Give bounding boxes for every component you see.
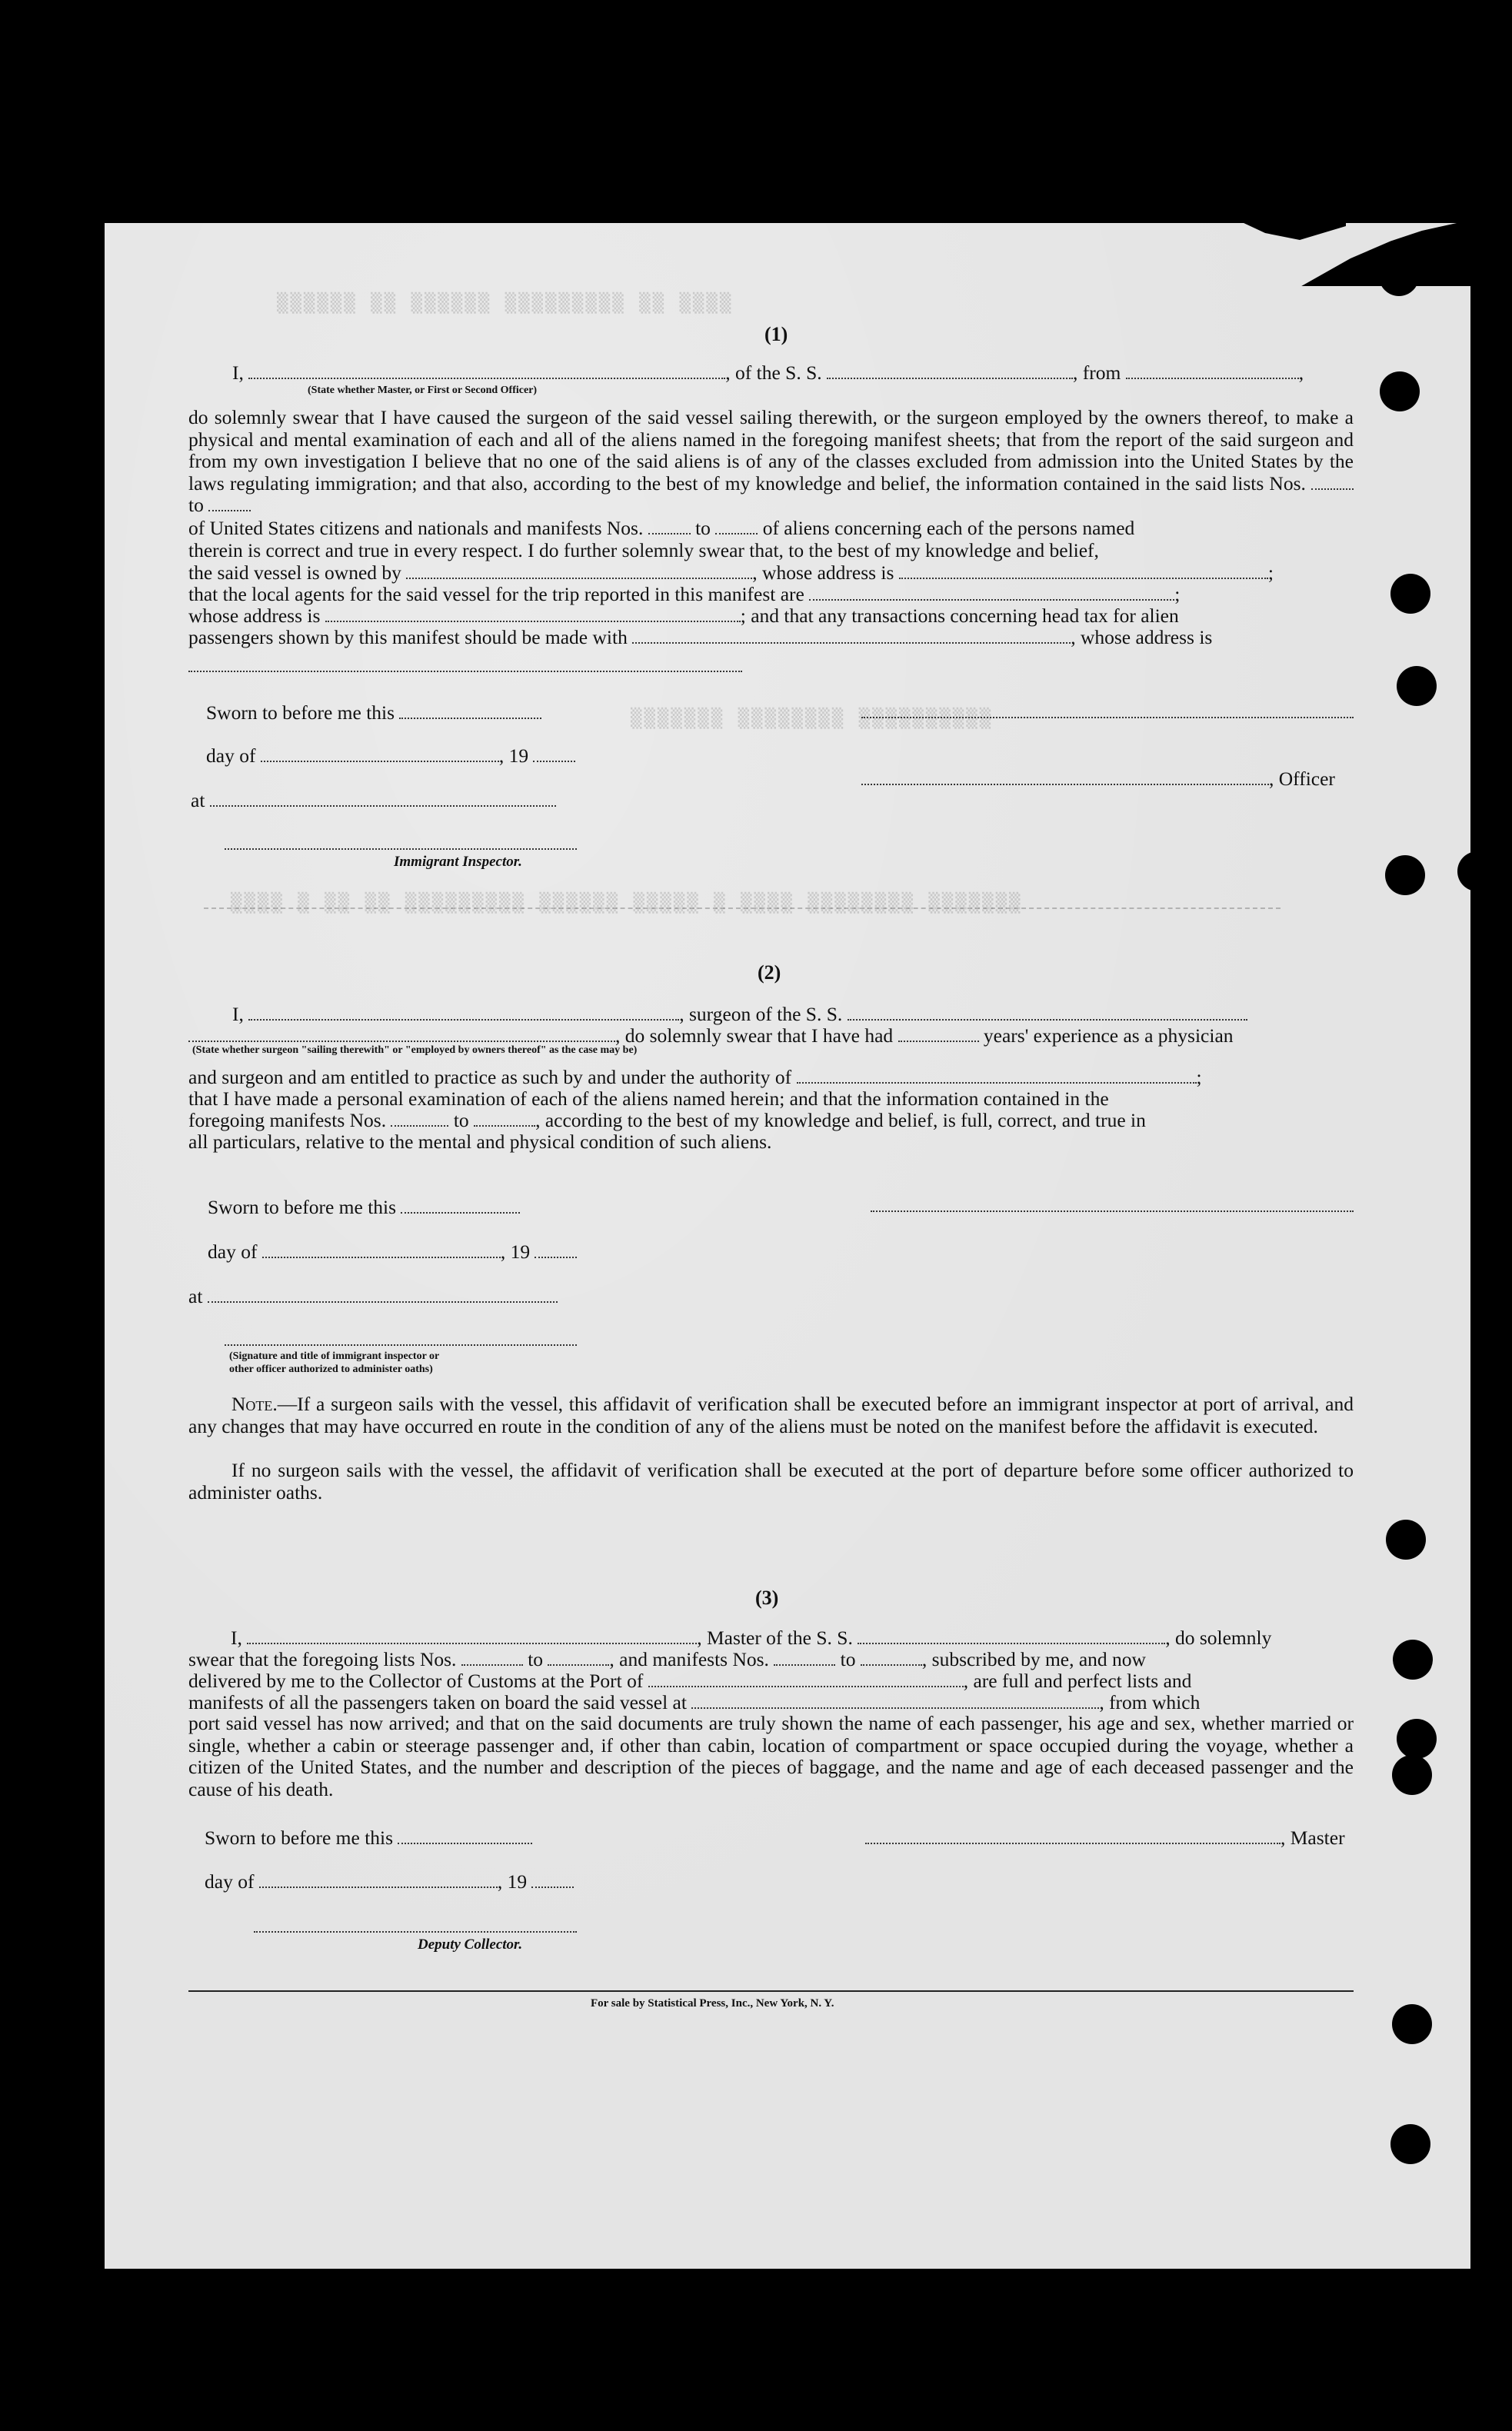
s3-master-line: , Master <box>865 1827 1345 1850</box>
s2-ship-field[interactable] <box>848 1005 1247 1021</box>
punch-hole <box>1390 574 1430 614</box>
punch-hole <box>1393 1640 1433 1680</box>
s3-line-swear: swear that the foregoing lists Nos. to , and manifests Nos. to , subscribed by me, and now <box>188 1648 1146 1670</box>
s2-year-field[interactable] <box>535 1243 577 1258</box>
punch-hole <box>1386 1520 1426 1560</box>
punch-hole <box>1397 1719 1437 1759</box>
years-experience-field[interactable] <box>898 1027 979 1042</box>
footer-rule <box>188 1990 1354 1992</box>
s2-manifests-from-field[interactable] <box>391 1111 448 1127</box>
agents-address-field[interactable] <box>325 607 741 622</box>
s2-note: Note.—If a surgeon sails with the vessel, this affidavit of verification shall be executed before an immigrant inspector at port of arrival, and any changes that may have occurred en route in the condition of any of the aliens must be noted on the manifest before the affidavit is executed. <box>188 1393 1354 1437</box>
s1-line-agents: that the local agents for the said vessel for the trip reported in this manifest are ; <box>188 583 1181 605</box>
punch-hole <box>1392 2004 1432 2044</box>
signature-note-2: other officer authorized to administer oaths) <box>229 1364 433 1375</box>
s2-line-solemnly: , do solemnly swear that I have had years' experience as a physician <box>188 1024 1234 1047</box>
punch-hole <box>1390 2124 1430 2164</box>
s2-at-field[interactable] <box>208 1287 558 1303</box>
s2-line-foregoing: foregoing manifests Nos. to , according to the best of my knowledge and belief, is full, correct, and true in <box>188 1109 1146 1131</box>
s1-at-field[interactable] <box>210 791 556 807</box>
s1-sworn: Sworn to before me this <box>206 701 541 724</box>
s2-at: at <box>188 1285 558 1308</box>
s3-line-i: I, , Master of the S. S. , do solemnly <box>231 1627 1272 1649</box>
boarding-port-field[interactable] <box>691 1693 1099 1709</box>
s3-line-delivered: delivered by me to the Collector of Customs at the Port of , are full and perfect lists and <box>188 1670 1192 1692</box>
s2-sworn-day-field[interactable] <box>401 1198 520 1214</box>
s2-month-field[interactable] <box>262 1243 501 1258</box>
s3-year-field[interactable] <box>531 1873 574 1888</box>
s1-sworn-day-field[interactable] <box>399 704 541 719</box>
s1-officer-name-field[interactable] <box>861 770 1269 785</box>
s2-manifests-to-field[interactable] <box>474 1111 535 1127</box>
section-1-number: (1) <box>764 323 788 345</box>
lists-from-field[interactable] <box>1311 475 1354 490</box>
surgeon-status-field[interactable] <box>188 1027 615 1042</box>
s3-manifests-to-field[interactable] <box>861 1650 922 1666</box>
from-port-field[interactable] <box>1126 364 1299 379</box>
surgeon-name-field[interactable] <box>248 1005 679 1021</box>
s1-body: do solemnly swear that I have caused the surgeon of the said vessel sailing therewith, or the surgeon employed by the owners thereof, to make a physical and mental examination of each and all of the aliens named in the foregoing manifest sheets; that from the report of the said surgeon and from my own investigation I believe that no one of the said aliens is of any of the classes excluded from admission into the United States by the laws regulating immigration; and that also, according to the best of my knowledge and belief, the information contained in the said lists Nos. to <box>188 406 1354 516</box>
faint-divider <box>204 907 1281 909</box>
customs-port-field[interactable] <box>648 1672 964 1687</box>
s1-line-address: whose address is ; and that any transactions concerning head tax for alien <box>188 604 1179 627</box>
s2-line-authority: and surgeon and am entitled to practice as such by and under the authority of ; <box>188 1066 1202 1088</box>
s1-at: at <box>191 789 556 812</box>
ship-name-field[interactable] <box>827 364 1073 379</box>
officer-note: (State whether Master, or First or Second Officer) <box>308 385 538 396</box>
s1-officer-line: , Officer <box>861 768 1335 791</box>
section-3-number: (3) <box>755 1587 779 1609</box>
master-name-field[interactable] <box>247 1629 697 1644</box>
authority-field[interactable] <box>797 1068 1197 1084</box>
manifests-from-field[interactable] <box>648 519 691 534</box>
head-tax-contact-field[interactable] <box>632 628 1071 644</box>
punch-hole <box>1392 1755 1432 1795</box>
s1-month-field[interactable] <box>261 747 499 762</box>
bleed-through-text: ▒▒▒▒▒▒▒ ▒▒▒▒▒▒▒▒ ▒▒▒▒▒▒▒▒▒▒ <box>631 708 994 729</box>
s1-signer-title: Immigrant Inspector. <box>394 854 522 870</box>
s3-month-field[interactable] <box>259 1873 498 1888</box>
owner-field[interactable] <box>406 564 752 579</box>
s2-line-i: I, , surgeon of the S. S. <box>232 1003 1247 1026</box>
signature-note-1: (Signature and title of immigrant inspector or <box>229 1350 440 1362</box>
officer-name-field[interactable] <box>248 364 725 379</box>
s2-line-personal: that I have made a personal examination of each of the aliens named herein; and that the information contained in the <box>188 1087 1109 1110</box>
s2-officer-signature-field[interactable] <box>225 1344 577 1346</box>
s2-sworn: Sworn to before me this <box>208 1196 520 1219</box>
s3-body: port said vessel has now arrived; and that on the said documents are truly shown the name of each passenger, his age and sex, whether married or single, whether a cabin or steerage passenger and, if other than cabin, location of compartment or space occupied during the voyage, whether a citizen of the United States, and the number and description of the pieces of baggage, and the name and age of each deceased passenger and the cause of his death. <box>188 1712 1354 1800</box>
s1-inspector-signature-field[interactable] <box>225 848 577 850</box>
s1-officer-signature-field[interactable] <box>861 717 1354 718</box>
s1-day-of: day of , 19 <box>206 744 575 768</box>
s3-master-signature-field[interactable] <box>865 1829 1281 1844</box>
s2-line-particulars: all particulars, relative to the mental and physical condition of such aliens. <box>188 1131 772 1153</box>
lists-to-field[interactable] <box>208 496 251 511</box>
punch-hole <box>1397 666 1437 706</box>
bleed-through-text: ▒▒▒▒▒▒ ▒▒ ▒▒▒▒▒▒ ▒▒▒▒▒▒▒▒▒ ▒▒ ▒▒▒▒ <box>277 292 734 314</box>
s2-note-2: If no surgeon sails with the vessel, the affidavit of verification shall be executed at the port of departure before some officer authorized to administer oaths. <box>188 1459 1354 1504</box>
s2-surgeon-signature-field[interactable] <box>871 1211 1354 1212</box>
s1-line-owned: the said vessel is owned by , whose address is ; <box>188 561 1274 584</box>
punch-hole <box>1385 855 1425 895</box>
s3-signer-title: Deputy Collector. <box>418 1936 523 1953</box>
s1-line-therein: therein is correct and true in every respect. I do further solemnly swear that, to the best of my knowledge and belief, <box>188 539 1099 561</box>
surgeon-note: (State whether surgeon "sailing therewith" or "employed by owners thereof" as the case may be) <box>192 1044 638 1056</box>
local-agents-field[interactable] <box>809 585 1174 601</box>
footer-imprint: For sale by Statistical Press, Inc., New York, N. Y. <box>591 1997 834 2010</box>
s3-ship-field[interactable] <box>858 1629 1165 1644</box>
punch-hole <box>1457 851 1497 891</box>
s3-day-of: day of , 19 <box>205 1870 574 1893</box>
s2-day-of: day of , 19 <box>208 1240 577 1264</box>
s3-line-manifests: manifests of all the passengers taken on board the said vessel at , from which <box>188 1691 1201 1713</box>
section-2-number: (2) <box>758 961 781 984</box>
s1-line-i: I, , of the S. S. , from , <box>232 361 1304 384</box>
s3-manifests-from-field[interactable] <box>774 1650 835 1666</box>
s3-sworn-day-field[interactable] <box>398 1829 532 1844</box>
s3-lists-to-field[interactable] <box>548 1650 609 1666</box>
head-tax-address-field[interactable] <box>188 671 742 672</box>
punch-hole <box>1380 371 1420 411</box>
s3-collector-signature-field[interactable] <box>254 1931 577 1933</box>
punch-hole <box>1379 256 1419 296</box>
manifests-to-field[interactable] <box>715 519 758 534</box>
s1-line-passengers: passengers shown by this manifest should be made with , whose address is <box>188 626 1213 648</box>
s3-sworn: Sworn to before me this <box>205 1827 532 1850</box>
s1-line-citizens: of United States citizens and nationals and manifests Nos. to of aliens concerning each of the persons named <box>188 517 1135 539</box>
s3-lists-from-field[interactable] <box>461 1650 523 1666</box>
owner-address-field[interactable] <box>899 564 1268 579</box>
bleed-through-text: ▒▒▒▒ ▒ ▒▒ ▒▒ ▒▒▒▒▒▒▒▒▒ ▒▒▒▒▒▒ ▒▒▒▒▒ ▒ ▒▒▒▒ ▒▒▒▒▒▒▒▒ ▒▒▒▒▒▒▒ <box>231 892 1023 914</box>
s1-year-field[interactable] <box>533 747 575 762</box>
